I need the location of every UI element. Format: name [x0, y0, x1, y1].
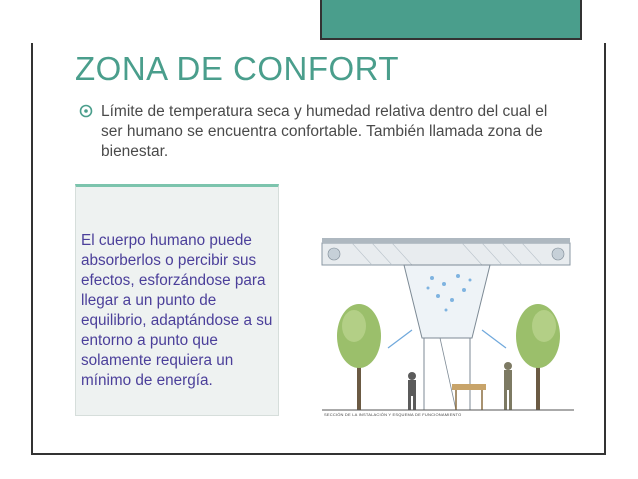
bullet-icon	[79, 104, 93, 118]
bullet-block	[79, 102, 549, 162]
illustration-caption: SECCIÓN DE LA INSTALACIÓN Y ESQUEMA DE FUNCIONAMIENTO	[324, 412, 462, 417]
side-text: El cuerpo humano puede absorberlos o percibir sus efectos, esforzándose para llegar a un punto de equilibrio, adaptándose a su entorno a punto que solamente requiera un mínimo de energía.	[81, 232, 273, 389]
canopy-illustration	[312, 218, 584, 430]
bullet-text: Límite de temperatura seca y humedad relativa dentro del cual el ser humano se encuentra confortable. También llamada zona de bienestar.	[101, 103, 548, 160]
slide-title: ZONA DE CONFORT	[75, 50, 400, 87]
side-box	[75, 184, 279, 416]
accent-box-border	[320, 0, 582, 40]
